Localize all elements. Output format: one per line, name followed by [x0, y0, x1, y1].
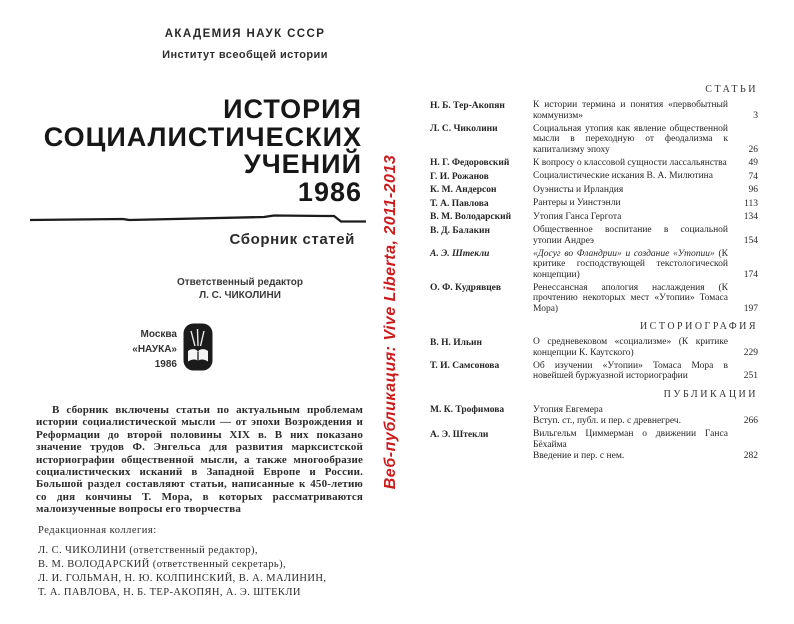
editorial-board — [38, 525, 370, 600]
editorial-board-member-line: Т. А. ПАВЛОВА, Н. Б. ТЕР-АКОПЯН, А. Э. ШТЕКЛИ — [38, 587, 301, 598]
editorial-board-member-line: В. М. ВОЛОДАРСКИЙ (ответственный секретарь), — [38, 559, 287, 570]
book-title-line: СОЦИАЛИСТИЧЕСКИХ — [43, 121, 362, 152]
toc-entry-title — [533, 361, 734, 382]
toc-entry-title-text: Социальная утопия как явление общественной мысли в переходную от феодализма к капитализму эпоху — [533, 123, 728, 155]
toc-entry-author: О. Ф. Кудрявцев — [430, 283, 502, 293]
toc-entry-author: А. Э. Штекли — [430, 249, 490, 259]
table-of-contents — [430, 84, 758, 464]
book-title-line: 1986 — [297, 176, 362, 207]
toc-entry — [430, 100, 758, 121]
toc-entry-title — [533, 225, 734, 246]
toc-entry-page-number: 266 — [743, 416, 758, 426]
book-title-line: УЧЕНИЙ — [243, 149, 362, 179]
toc-entry-page-number: 74 — [748, 171, 758, 182]
toc-entry-title-text: О средневековом «социализме» (К критике концепции К. Каутского) — [533, 337, 728, 358]
imprint-block — [105, 327, 177, 372]
toc-entry — [430, 185, 758, 196]
toc-entry-title — [533, 249, 734, 281]
toc-entry — [430, 124, 758, 156]
book-subtitle: Сборник статей — [229, 231, 355, 248]
toc-entry-title — [533, 337, 734, 358]
toc-entry-page-number: 134 — [743, 212, 758, 222]
toc-entry-title — [533, 198, 734, 209]
toc-entry-title — [533, 283, 734, 315]
toc-entry — [430, 158, 758, 169]
institute-line: Институт всеобщей истории — [162, 49, 328, 61]
editorial-board-member-line: Л. И. ГОЛЬМАН, Н. Ю. КОЛПИНСКИЙ, В. А. МАЛИНИН, — [38, 573, 327, 584]
toc-entry-page-number: 282 — [743, 451, 758, 461]
toc-entry-title-text: (К критике господствующей текстологической концепции) — [533, 248, 728, 280]
imprint-city: Москва — [140, 329, 177, 340]
toc-entry-title — [533, 429, 734, 462]
toc-entry — [430, 405, 758, 427]
editorial-board-lines — [38, 544, 370, 600]
toc-entry-title — [533, 158, 734, 169]
editor-name: Л. С. ЧИКОЛИНИ — [199, 290, 281, 301]
toc-entry-title-text: Вильгельм Циммерман о движении Ганса Бёхайма — [533, 429, 728, 450]
editorial-board-label: Редакционная коллегия: — [38, 525, 157, 536]
toc-entry-author: Т. И. Самсонова — [430, 361, 500, 371]
toc-entry — [430, 171, 758, 182]
annotation-paragraph: В сборник включены статьи по актуальным проблемам истории социалистической мысли — от эпохи Возрождения и Реформации до второй половины XIX в. В них показано значение трудов Ф. Энгельса для развития марксистской историографии общественной мысли, а также многообразие социалистических исканий в Западной Европе и России. Большой раздел составляют статьи, написанные к 450-летию со дня кончины Т. Мора, в которых рассматриваются малоизученные вопросы его творчества — [36, 404, 363, 516]
toc-entry-author: А. Э. Штекли — [430, 429, 489, 440]
book-title-line: ИСТОРИЯ — [223, 94, 362, 124]
watermark-text: Веб-публикация: Vive Liberta, 2011-2013 — [382, 154, 399, 490]
imprint-publisher: «НАУКА» — [132, 344, 177, 355]
toc-entry-author: Т. А. Павлова — [430, 198, 489, 209]
toc-entry-title-text: Социалистические искания В. А. Милютина — [533, 171, 713, 181]
toc-entry-author: Л. С. Чиколини — [430, 124, 498, 134]
toc-entry-title — [533, 212, 734, 223]
toc-section-heading: ИСТОРИОГРАФИЯ — [639, 321, 758, 332]
toc-entry-title-text: Утопия Ганса Гергота — [533, 211, 622, 222]
toc-entry — [430, 212, 758, 223]
toc-entry-page-number: 113 — [744, 198, 758, 209]
toc-entry-author: Г. И. Рожанов — [430, 171, 489, 182]
toc-section-heading: ПУБЛИКАЦИИ — [663, 388, 758, 400]
toc-entry-note: Введение и пер. с нем. — [533, 451, 625, 461]
toc-entry-title-text: Общественное воспитание в социальной утопии Андреэ — [533, 225, 728, 246]
toc-entry-author: В. М. Володарский — [430, 212, 512, 222]
toc-entry-author: В. Д. Балакин — [430, 225, 490, 236]
toc-entry-author: Н. Б. Тер-Акопян — [430, 100, 505, 111]
toc-entry — [430, 283, 758, 315]
editor-label: Ответственный редактор — [176, 277, 304, 288]
toc-entry-page-number: 96 — [748, 185, 758, 195]
toc-entry-page-number: 49 — [748, 158, 758, 168]
book-title — [28, 96, 362, 206]
toc-entry-title — [533, 171, 734, 182]
toc-entry-title-text: Ренессансная апология наслаждения (К прочтению некоторых мест «Утопии» Томаса Мора) — [533, 282, 728, 314]
toc-entry-title — [533, 405, 734, 427]
toc-entry-title-italic: «Досуг во Фландрии» и создание «Утопии» — [533, 248, 715, 259]
toc-entry-title-text: Об изучении «Утопии» Томаса Мора в новейшей буржуазной историографии — [533, 360, 728, 381]
toc-entry-title-text: К вопросу о классовой сущности лассальянства — [533, 157, 727, 168]
toc-entry — [430, 225, 758, 246]
toc-entry-page-number: 197 — [743, 303, 758, 314]
toc-section-heading: СТАТЬИ — [705, 84, 758, 95]
toc-entry-title-text: Рантеры и Уинстэнли — [533, 198, 621, 208]
toc-entry-page-number: 251 — [743, 371, 758, 381]
toc-entry-page-number: 174 — [743, 269, 758, 280]
toc-entry-title — [533, 124, 734, 156]
toc-entry — [430, 429, 758, 462]
publisher-header — [100, 28, 390, 61]
imprint-year: 1986 — [154, 359, 177, 370]
toc-entry-title — [533, 185, 734, 196]
toc-entry-author: В. Н. Ильин — [430, 337, 482, 348]
toc-entry — [430, 198, 758, 209]
toc-entry-title-text: Оуэнисты и Ирландия — [533, 184, 624, 195]
toc-entry-page-number: 229 — [743, 347, 758, 358]
toc-entry-page-number: 26 — [748, 144, 758, 155]
toc-entry-author: М. К. Трофимова — [430, 405, 505, 415]
toc-entry-title-text: К истории термина и понятия «первобытный коммунизм» — [533, 100, 728, 121]
toc-entry — [430, 361, 758, 382]
divider-rule — [28, 212, 368, 226]
academy-line: АКАДЕМИЯ НАУК СССР — [164, 28, 326, 40]
toc-entry-page-number: 3 — [753, 110, 758, 121]
toc-entry-author: К. М. Андерсон — [430, 185, 497, 195]
toc-entry-title — [533, 100, 734, 121]
toc-entry-author: Н. Г. Федоровский — [430, 158, 510, 168]
toc-entry-page-number: 154 — [743, 235, 758, 246]
nauka-logo-icon — [182, 322, 214, 372]
editor-block — [100, 276, 380, 302]
editorial-board-member-line: Л. С. ЧИКОЛИНИ (ответственный редактор), — [38, 545, 258, 556]
toc-entry-note: Вступ. ст., публ. и пер. с древнегреч. — [533, 416, 681, 426]
toc-entry — [430, 249, 758, 281]
toc-entry-title-text: Утопия Евгемера — [533, 404, 603, 415]
toc-entry — [430, 337, 758, 358]
